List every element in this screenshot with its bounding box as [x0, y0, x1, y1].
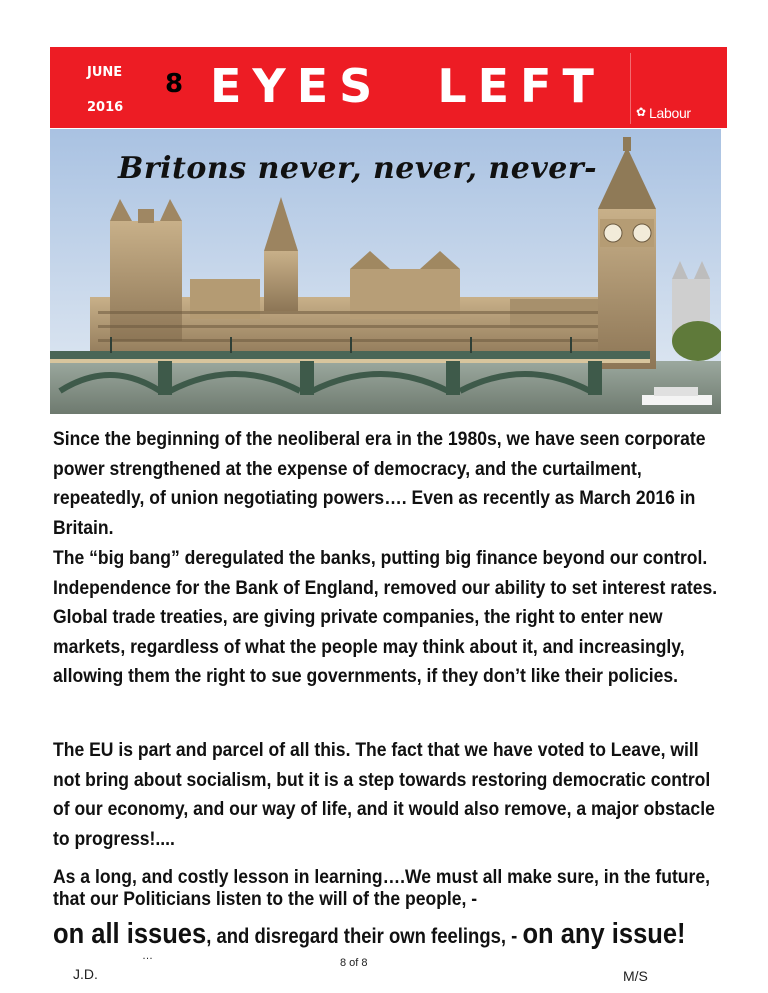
header-banner — [50, 47, 727, 128]
closing-emphasis-2: on any issue! — [522, 918, 686, 950]
rose-icon: ✿ — [636, 105, 647, 119]
logo-text: Labour — [649, 105, 691, 121]
photo-caption: Britons never, never, never- — [118, 151, 598, 186]
paragraph-3: The EU is part and parcel of all this. The fact that we have voted to Leave, will not bring about socialism, but it is a step towards restoring democratic control of our economy, and our way of life, and it would also remove, a major obstacle to progress!.... — [53, 739, 715, 850]
footer-author: J.D. — [73, 966, 98, 982]
page-number: 8 of 8 — [340, 957, 368, 969]
paragraph-2: The “big bang” deregulated the banks, putting big finance beyond our control. Independence for the Bank of England, removed our ability to set interest rates. Global trade treaties, are giving private companies, the right to enter new markets, regardless of what the people may think about it, and increasingly, allowing them the right to sue governments, if they don’t like their policies. — [53, 547, 718, 687]
issue-year: 2016 — [87, 100, 124, 115]
footer-initials: M/S — [623, 968, 648, 984]
issue-number: 8 — [165, 69, 184, 99]
labour-logo — [630, 53, 710, 124]
newsletter-title: EYES LEFT — [210, 59, 605, 113]
footer-dots: … — [142, 950, 153, 962]
paragraph-4: As a long, and costly lesson in learning….We must all make sure, in the future, that our Politicians listen to the will of the people, - — [53, 866, 710, 910]
paragraph-1: Since the beginning of the neoliberal era in the 1980s, we have seen corporate power strengthened at the expense of democracy, and the curtailment, repeatedly, of union negotiating powers…. Even as recently as March 2016 in Britain. — [53, 428, 706, 539]
closing-middle: , and disregard their own feelings, - — [206, 925, 523, 948]
parliament-photo — [50, 129, 721, 414]
issue-month: JUNE — [87, 65, 123, 80]
closing-line — [53, 918, 686, 951]
closing-emphasis-1: on all issues — [53, 918, 207, 950]
